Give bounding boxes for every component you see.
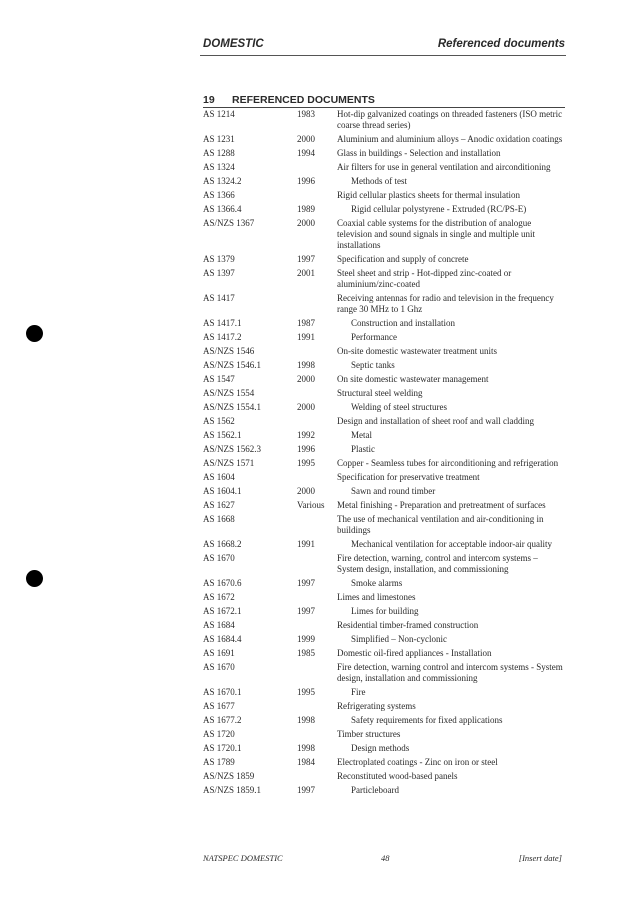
footer-date: [Insert date] xyxy=(518,853,562,863)
document-year: 1996 xyxy=(297,444,315,454)
table-row xyxy=(203,771,565,782)
document-year: 1997 xyxy=(297,254,315,264)
document-year xyxy=(297,592,337,603)
document-code: AS 1562.1 xyxy=(203,430,242,440)
document-year xyxy=(297,162,337,173)
document-title: Electroplated coatings - Zinc on iron or steel xyxy=(337,757,498,767)
table-row xyxy=(203,109,565,131)
document-title: Specification and supply of concrete xyxy=(337,254,469,264)
table-row xyxy=(203,162,565,173)
footer-page-number: 48 xyxy=(381,853,390,863)
document-code: AS 1789 xyxy=(203,757,235,767)
table-row xyxy=(203,360,565,371)
document-year xyxy=(297,553,337,575)
document-year xyxy=(297,346,337,357)
document-year xyxy=(297,293,337,315)
document-year xyxy=(297,388,337,399)
document-title: Mechanical ventilation for acceptable indoor-air quality xyxy=(351,539,552,549)
document-code: AS/NZS 1562.3 xyxy=(203,444,262,454)
document-year: 1995 xyxy=(297,687,315,697)
document-title: Simplified – Non-cyclonic xyxy=(351,634,447,644)
referenced-documents-table xyxy=(203,109,565,799)
document-year: 1997 xyxy=(297,785,315,795)
document-code: AS 1604 xyxy=(203,472,235,482)
document-year: 1995 xyxy=(297,458,315,468)
document-title: Reconstituted wood-based panels xyxy=(337,771,458,781)
document-code: AS 1672 xyxy=(203,592,235,602)
table-row xyxy=(203,785,565,796)
document-code: AS 1417.1 xyxy=(203,318,242,328)
table-row xyxy=(203,701,565,712)
document-title: On-site domestic wastewater treatment units xyxy=(337,346,497,356)
document-code: AS 1668.2 xyxy=(203,539,242,549)
document-title: Specification for preservative treatment xyxy=(337,472,480,482)
document-code: AS/NZS 1546 xyxy=(203,346,255,356)
table-row xyxy=(203,416,565,427)
document-year: 1984 xyxy=(297,757,315,767)
document-title: Residential timber-framed construction xyxy=(337,620,479,630)
document-code: AS 1324.2 xyxy=(203,176,242,186)
document-code: AS 1417.2 xyxy=(203,332,242,342)
document-title: Limes for building xyxy=(351,606,419,616)
document-code: AS 1231 xyxy=(203,134,235,144)
document-title: Rigid cellular polystyrene - Extruded (RC/PS-E) xyxy=(351,204,527,214)
document-year: 1998 xyxy=(297,743,315,753)
document-code: AS 1324 xyxy=(203,162,235,172)
document-year xyxy=(297,620,337,631)
document-title: Fire detection, warning, control and intercom systems – System design, installation, and commissioning xyxy=(337,553,538,574)
document-year: 1987 xyxy=(297,318,315,328)
document-title: Metal finishing - Preparation and pretreatment of surfaces xyxy=(337,500,546,510)
document-title: Safety requirements for fixed applications xyxy=(351,715,503,725)
document-title: Refrigerating systems xyxy=(337,701,416,711)
document-title: Sawn and round timber xyxy=(351,486,436,496)
document-title: Rigid cellular plastics sheets for thermal insulation xyxy=(337,190,520,200)
document-year xyxy=(297,662,337,684)
document-title: Timber structures xyxy=(337,729,401,739)
document-code: AS/NZS 1859 xyxy=(203,771,255,781)
document-year: 1985 xyxy=(297,648,315,658)
table-row xyxy=(203,204,565,215)
document-year: 1998 xyxy=(297,715,315,725)
document-year xyxy=(297,771,337,782)
table-row xyxy=(203,500,565,511)
table-row xyxy=(203,743,565,754)
document-code: AS 1684 xyxy=(203,620,235,630)
document-code: AS 1720.1 xyxy=(203,743,242,753)
table-row xyxy=(203,539,565,550)
table-row xyxy=(203,687,565,698)
document-year: 1991 xyxy=(297,332,315,342)
table-row xyxy=(203,729,565,740)
table-row xyxy=(203,134,565,145)
document-title: Methods of test xyxy=(351,176,407,186)
table-row xyxy=(203,388,565,399)
document-code: AS 1677 xyxy=(203,701,235,711)
section-title: REFERENCED DOCUMENTS xyxy=(232,94,375,106)
document-year xyxy=(297,514,337,536)
section-heading xyxy=(203,94,565,108)
document-title: Performance xyxy=(351,332,397,342)
header-section-label: DOMESTIC xyxy=(203,38,264,50)
table-row xyxy=(203,176,565,187)
document-code: AS 1366 xyxy=(203,190,235,200)
document-title: Glass in buildings - Selection and installation xyxy=(337,148,501,158)
document-code: AS 1214 xyxy=(203,109,235,119)
table-row xyxy=(203,148,565,159)
document-title: Hot-dip galvanized coatings on threaded fasteners (ISO metric coarse thread series) xyxy=(337,109,563,130)
document-year: 1992 xyxy=(297,430,315,440)
table-row xyxy=(203,346,565,357)
table-row xyxy=(203,634,565,645)
document-code: AS 1627 xyxy=(203,500,235,510)
table-row xyxy=(203,254,565,265)
header-rule xyxy=(200,55,566,56)
document-code: AS/NZS 1554 xyxy=(203,388,255,398)
table-row xyxy=(203,514,565,536)
document-title: Welding of steel structures xyxy=(351,402,447,412)
table-row xyxy=(203,374,565,385)
document-code: AS/NZS 1367 xyxy=(203,218,255,228)
document-title: Metal xyxy=(351,430,372,440)
document-title: Receiving antennas for radio and television in the frequency range 30 MHz to 1 Ghz xyxy=(337,293,554,314)
document-title: Fire xyxy=(351,687,366,697)
table-row xyxy=(203,620,565,631)
document-code: AS 1677.2 xyxy=(203,715,242,725)
table-row xyxy=(203,606,565,617)
table-row xyxy=(203,332,565,343)
table-row xyxy=(203,430,565,441)
document-year: 1991 xyxy=(297,539,315,549)
document-year: 2000 xyxy=(297,134,315,144)
document-year: 1989 xyxy=(297,204,315,214)
document-title: Domestic oil-fired appliances - Installation xyxy=(337,648,492,658)
table-row xyxy=(203,592,565,603)
document-year xyxy=(297,472,337,483)
document-code: AS 1417 xyxy=(203,293,235,303)
document-year: 2000 xyxy=(297,402,315,412)
document-code: AS 1547 xyxy=(203,374,235,384)
document-code: AS/NZS 1546.1 xyxy=(203,360,262,370)
punch-hole-top xyxy=(26,325,43,342)
table-row xyxy=(203,293,565,315)
document-title: Plastic xyxy=(351,444,375,454)
document-year: 1983 xyxy=(297,109,315,119)
document-title: Fire detection, warning control and intercom systems - System design, installation and commissioning xyxy=(337,662,563,683)
document-code: AS 1684.4 xyxy=(203,634,242,644)
document-year: 1996 xyxy=(297,176,315,186)
document-year xyxy=(297,416,337,427)
document-title: Steel sheet and strip - Hot-dipped zinc-coated or aluminium/zinc-coated xyxy=(337,268,512,289)
footer-publication: NATSPEC DOMESTIC xyxy=(203,853,283,863)
header-document-label: Referenced documents xyxy=(437,38,565,50)
document-code: AS 1670 xyxy=(203,553,235,563)
table-row xyxy=(203,715,565,726)
table-row xyxy=(203,648,565,659)
table-row xyxy=(203,662,565,684)
document-year xyxy=(297,701,337,712)
document-title: Aluminium and aluminium alloys – Anodic oxidation coatings xyxy=(337,134,563,144)
document-code: AS 1562 xyxy=(203,416,235,426)
document-code: AS 1604.1 xyxy=(203,486,242,496)
document-code: AS/NZS 1554.1 xyxy=(203,402,262,412)
document-code: AS 1668 xyxy=(203,514,235,524)
document-year: 1999 xyxy=(297,634,315,644)
document-year: 1994 xyxy=(297,148,315,158)
document-title: Structural steel welding xyxy=(337,388,423,398)
table-row xyxy=(203,578,565,589)
document-code: AS 1397 xyxy=(203,268,235,278)
document-year: 1998 xyxy=(297,360,315,370)
document-code: AS 1670 xyxy=(203,662,235,672)
document-title: The use of mechanical ventilation and air-conditioning in buildings xyxy=(337,514,544,535)
document-title: Septic tanks xyxy=(351,360,395,370)
document-code: AS 1672.1 xyxy=(203,606,242,616)
punch-hole-bottom xyxy=(26,570,43,587)
document-year: 2000 xyxy=(297,374,315,384)
document-year: 1997 xyxy=(297,578,315,588)
document-year: 2000 xyxy=(297,218,315,228)
document-title: Air filters for use in general ventilation and airconditioning xyxy=(337,162,551,172)
table-row xyxy=(203,486,565,497)
document-code: AS 1366.4 xyxy=(203,204,242,214)
document-code: AS/NZS 1571 xyxy=(203,458,255,468)
document-code: AS 1670.6 xyxy=(203,578,242,588)
table-row xyxy=(203,458,565,469)
document-year: Various xyxy=(297,500,325,510)
document-title: Limes and limestones xyxy=(337,592,416,602)
document-title: Copper - Seamless tubes for airconditioning and refrigeration xyxy=(337,458,559,468)
section-number: 19 xyxy=(203,94,215,106)
document-year xyxy=(297,190,337,201)
document-code: AS 1379 xyxy=(203,254,235,264)
document-year: 2001 xyxy=(297,268,315,278)
document-title: Design methods xyxy=(351,743,410,753)
table-row xyxy=(203,757,565,768)
document-title: Coaxial cable systems for the distribution of analogue television and sound signals in single and multiple unit installations xyxy=(337,218,535,250)
document-title: On site domestic wastewater management xyxy=(337,374,489,384)
document-code: AS/NZS 1859.1 xyxy=(203,785,262,795)
document-year xyxy=(297,729,337,740)
table-row xyxy=(203,472,565,483)
document-year: 1997 xyxy=(297,606,315,616)
document-code: AS 1288 xyxy=(203,148,235,158)
document-year: 2000 xyxy=(297,486,315,496)
document-code: AS 1670.1 xyxy=(203,687,242,697)
table-row xyxy=(203,553,565,575)
table-row xyxy=(203,444,565,455)
table-row xyxy=(203,190,565,201)
document-title: Particleboard xyxy=(351,785,399,795)
table-row xyxy=(203,402,565,413)
document-code: AS 1691 xyxy=(203,648,235,658)
document-title: Smoke alarms xyxy=(351,578,403,588)
table-row xyxy=(203,218,565,251)
document-title: Design and installation of sheet roof and wall cladding xyxy=(337,416,534,426)
table-row xyxy=(203,318,565,329)
table-row xyxy=(203,268,565,290)
document-title: Construction and installation xyxy=(351,318,455,328)
document-code: AS 1720 xyxy=(203,729,235,739)
